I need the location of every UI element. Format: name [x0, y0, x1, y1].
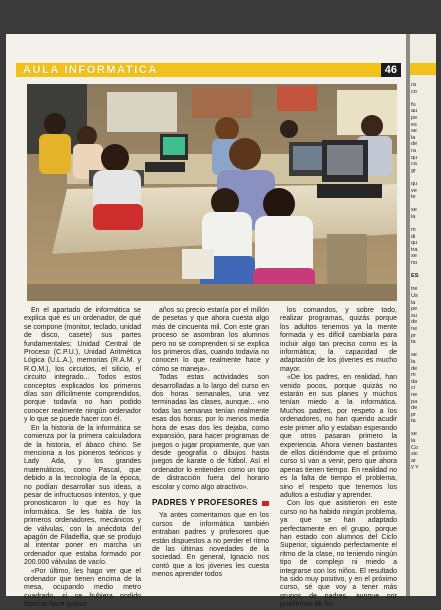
- adjacent-line: qu: [411, 180, 418, 187]
- adjacent-line: ca: [411, 161, 417, 168]
- paragraph: Todas estas actividades son desarrolladas a lo largo del curso en dos horas semanales, una vez terminadas las clases, aunque... «no todas las semanas tenían realmente esas dos horas; por lo menos media hora de esas dos les dejaba, como expansión, para hacer programas de juegos o jugar propiamente, que van desde geografía o dibujos hasta juegos de karate o de fútbol. Así el ordenador lo entienden como un tipo de distracción fuera del horario escolar y como algo atractivo».: [152, 374, 269, 491]
- adjacent-line: ra: [411, 147, 416, 154]
- adjacent-line: la: [411, 299, 416, 306]
- paragraph: «Por último, les hago ver que el ordenador que tienen encima de la mesa, ocupando medio metro cuadrado, si se hubiera podido fabricar hace quince: [24, 567, 141, 609]
- adjacent-line: ne: [411, 325, 418, 332]
- article-column-1: [24, 307, 141, 609]
- paragraph: «De los padres, en realidad, han venido pocos, porque quizás no estarán en sus planes y muchos tenían miedo a la informática. Muchos padres, por respeto a los ordenadores, no han querido acudir este primer año y estaban esperando que otros pasaran primero la experiencia. Ahora vienen bastantes de ellos diciéndome que el próximo curso sí van a venir, pero que ahora apenas tienen tiempo. En realidad no es la falta de tiempo el problema, sino el respeto que tenemos los adultos a estudiar y aprender.: [280, 374, 397, 499]
- adjacent-header-band: [410, 63, 436, 75]
- adjacent-line: [411, 346, 441, 353]
- adjacent-line: ta: [411, 418, 416, 425]
- paragraph: En la historia de la informática se comienza por la primera calculadora de la historia, el ábaco chino. Se menciona a los pioneros teóricos y Lady Ada, y los grandes matemáticos, como Pascal, que debido a la tecnología de la época, no podían desarrollar sus ideas, a pesar de infructuosos intentos, y que pronosticaron lo que es hoy la informática. Se les habla de los primeros ordenadores, mecánicos y de válvulas, con la anécdota del apagón de Filadelfia, que se produjo al intentar poner en marcha un ordenador que estaba formado por 200.000 válvulas de vacío.: [24, 424, 141, 567]
- adjacent-line: sic: [411, 451, 418, 458]
- adjacent-line: da: [411, 378, 418, 385]
- adjacent-line: se: [411, 207, 417, 214]
- adjacent-line: la: [411, 134, 416, 141]
- adjacent-line: au: [411, 108, 418, 115]
- adjacent-line: la: [411, 358, 416, 365]
- adjacent-line: gr: [411, 167, 416, 174]
- adjacent-page-text: [411, 82, 441, 471]
- paragraph: años su precio estaría por el millón de pesetas y que ahora cuesta algo más de cincuenta mil. Con este gran proceso se asombran los alumnos pero no se comprenden si se explica los primeros días, cuando todavía no conocen lo que realmente hace y cómo se maneja».: [152, 307, 269, 373]
- adjacent-line: m: [411, 372, 416, 379]
- adjacent-line: qu: [411, 154, 418, 161]
- adjacent-line: ra: [411, 82, 416, 88]
- adjacent-line: co: [411, 88, 417, 95]
- adjacent-line: [411, 280, 441, 287]
- paragraph: Con los que asistieron en este curso no ha habido ningún problema, ya que se han adaptado perfectamente en el grupo, porque han estado con alumnos del Ciclo Superior, siguiendo perfectamente el ritmo de la clase, no teniendo ningún tipo de complejo ni miedo a integrarse con los niños. El resultado ha sido muy positivo, y en el próximo curso, sé que voy a tener más grupos de padres, aunque por problemas de ho-: [280, 500, 397, 609]
- classroom-photo: [27, 84, 397, 301]
- article-column-3: [280, 307, 397, 609]
- adjacent-line: su: [411, 312, 417, 319]
- section-title: AULA INFORMATICA: [23, 64, 158, 76]
- adjacent-gap: [411, 267, 441, 274]
- adjacent-line: la: [411, 213, 416, 220]
- adjacent-line: se: [411, 128, 417, 135]
- adjacent-line: ta: [411, 339, 416, 346]
- adjacent-line: y v: [411, 464, 419, 471]
- adjacent-line: pe: [411, 306, 418, 313]
- adjacent-line: ES: [411, 273, 419, 280]
- adjacent-line: se: [411, 431, 417, 438]
- adjacent-line: ne: [411, 391, 418, 398]
- adjacent-line: se: [411, 352, 417, 359]
- adjacent-line: no: [411, 260, 418, 267]
- adjacent-line: de: [411, 405, 418, 412]
- article-column-2: [152, 307, 269, 579]
- adjacent-line: m: [411, 227, 416, 234]
- subheading-text: PADRES Y PROFESORES: [152, 497, 258, 507]
- adjacent-line: [411, 95, 441, 102]
- adjacent-line: ve: [411, 187, 417, 194]
- adjacent-line: ar: [411, 457, 416, 464]
- section-header: [16, 63, 401, 77]
- adjacent-line: tra: [411, 246, 418, 253]
- subheading-rule: [262, 501, 269, 506]
- adjacent-line: te: [411, 194, 416, 201]
- adjacent-line: es: [411, 121, 417, 128]
- paragraph: Ya antes comentamos que en los cursos de informática también entraban padres y profesores que están dispuestos a no perder el ritmo de las últimas novedades de la sociedad. En general, Ignacio nos contó que a los jóvenes les cuesta menos aprender todos: [152, 512, 269, 579]
- adjacent-line: Co: [411, 444, 419, 451]
- adjacent-line: pr: [411, 332, 416, 339]
- adjacent-line: [411, 201, 441, 208]
- adjacent-line: Us: [411, 293, 418, 299]
- adjacent-line: [411, 425, 441, 432]
- adjacent-line: la: [411, 438, 416, 445]
- adjacent-line: qu: [411, 240, 418, 247]
- adjacent-line: pr: [411, 411, 416, 418]
- adjacent-line: de: [411, 141, 418, 148]
- page-number: 46: [381, 63, 401, 77]
- adjacent-line: de: [411, 365, 418, 372]
- subheading: [152, 499, 269, 507]
- adjacent-line: di: [411, 233, 416, 240]
- adjacent-line: ci: [411, 385, 416, 392]
- adjacent-line: tre: [411, 286, 418, 293]
- adjacent-line: [411, 220, 441, 227]
- paragraph: En el apartado de informática se explica qué es un ordenador, de qué se compone (monitor, teclado, unidad de disco, casete) sus partes fundamentales: Unidad Central de Proceso (C.P.U.), Unidad Aritmética Lógica (U.L.A.), memorias (R.A.M. y R.O.M.), los circuitos, el silicio, el circuito integrado... Todos estos conceptos explicados los primeros días son difícilmente comprendidos, porque todavía no han podido conocer realmente ningún ordenador y lo que se puede hacer con él.: [24, 307, 141, 424]
- adjacent-line: [411, 174, 441, 181]
- adjacent-line: pa: [411, 398, 418, 405]
- adjacent-line: de: [411, 319, 418, 326]
- adjacent-page: [410, 34, 436, 596]
- paragraph: los comandos, y sobre todo, realizar programas, quizás porque los adultos tenemos ya la mente formada y es difícil cambiarla para incluir algo tan preciso como es la informática; la capacidad de adaptación de los jóvenes es mucho mayor.: [280, 307, 397, 373]
- adjacent-line: se: [411, 253, 417, 260]
- adjacent-line: fu: [411, 101, 416, 108]
- adjacent-line: pe: [411, 114, 418, 121]
